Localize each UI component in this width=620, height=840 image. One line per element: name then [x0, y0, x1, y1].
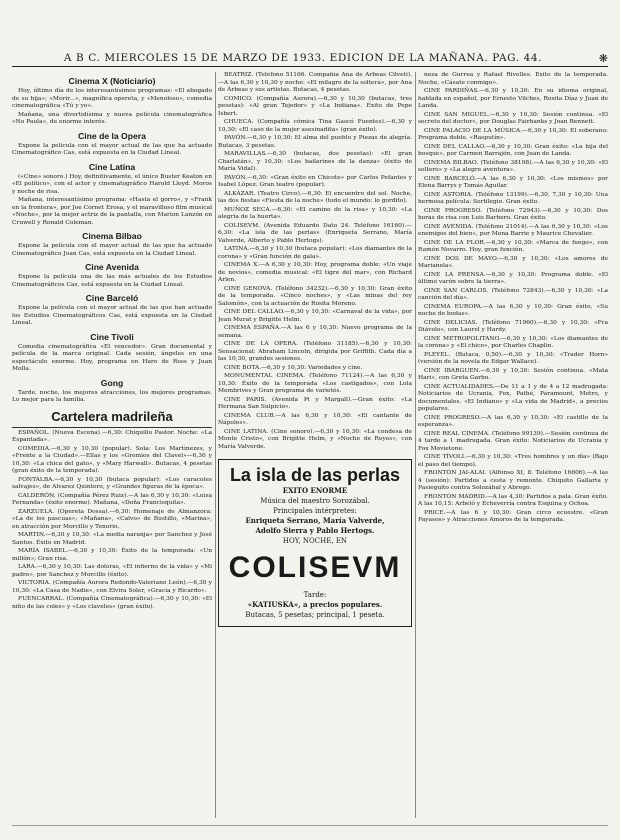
page-footer-rule	[12, 825, 608, 834]
listing-paragraph: ESPAÑOL. (Nueva Escena).—6,30: Chiquillo Pastor. Noche: «La Espantada».	[12, 429, 212, 443]
advertisement-box	[218, 459, 412, 627]
section-title: Cine de la Opera	[78, 130, 146, 141]
listing-paragraph: Tarde, noche, los mejores atracciones, los mejores programas. Lo mejor para la familia.	[12, 389, 212, 403]
ad-headline: La isla de las perlas	[229, 465, 401, 485]
listing-paragraph: CINE DE LA OPERA. (Teléfono 31185).—6,30 y 10,30: Sensacional: Abraham Lincoln, dirigida por Griffith. Cada día a las 10,30, grandes sesiones.	[218, 341, 412, 362]
listing-paragraph: BEATRIZ. (Teléfono 51166. Compañía Ana de Árbeas Cilveti).—A las 6,30 y 10,30 y noche: «El milagro de la soltera», por Ana de Árbeas y sus artistas. Butacas, 4 pesetas.	[218, 72, 412, 93]
listing-paragraph: MARTIN.—6,30 y 10,30: «La media naranja» por Sanchez y José Santos. Éxito en Madrid.	[12, 532, 212, 546]
listing-paragraph: PRICE.—A las 6 y 10,30: Gran circo ecuestre. «Gran Payasos» y Atracciones Amoros de la temporada.	[418, 509, 608, 523]
column-left	[12, 72, 212, 818]
listing-paragraph: CINE AVENIDA. (Teléfono 21014).—A las 6,30 y 10,30: «Los enemigos del bien», por Mona Barrie y Maurice Chevalier.	[418, 223, 608, 237]
listing-paragraph: CINE IBARGUEN.—6,30 y 10,30: Sesión continua. «Mata Hari», con Greta Garbo.	[418, 367, 608, 381]
listing-paragraph: CINE LATINA. (Cine sonoro).—6,30 y 10,30: «La condesa de Monte Cristo», con Brigitte Helm, y «Noche de Reyes», con María Valverde.	[218, 428, 412, 450]
ad-text: Principales intérpretes:	[273, 507, 357, 515]
column-divider	[215, 72, 216, 818]
listing-paragraph: CINEMA ESPAÑA.—A las 6 y 10,30: Nuevo programa de la semana.	[218, 325, 412, 339]
listing-paragraph: Expone la película una de las más actuales de los Estudios Cinematográficos Cas, está expuesta en la Ciudad Lineal.	[12, 274, 212, 288]
listing-paragraph: Mañana, interesantísimo programa: «Hasta el gorro», y «Frank en la frontera», por Joe Cornet Erosa, y el maravilloso film musical «Noche», por la mejor actriz de la pantalla, con Marion Lanzón en Cruwell y Ronald Coleman.	[12, 197, 212, 226]
ad-text: Butacas, 5 pesetas; principal, 1 peseta.	[245, 611, 385, 619]
listing-paragraph: CINEMA X.—A 6,30 y 10,30: Hoy, programa doble: «Un viaje de novios», comedia musical: «El tigre del mar», con Richard Arlen.	[218, 262, 412, 283]
listing-paragraph: CHUECA. (Compañía cómica Tina Gascó Fuentes).—6,30 y 10,30: «El caso de la mujer asesinadita» (gran éxito).	[218, 119, 412, 133]
column-divider	[415, 72, 416, 818]
listing-paragraph: Expone la película con el mayor actual de las que han actuado los Estudios Cinematográficos Cas, está expuesta en la Ciudad Lineal.	[12, 305, 212, 326]
listing-paragraph: Hoy, último día de los interesantísimos programas: «El abogado de su hija»; «Morir...», magnífica opereta, y «Menoloso», comedia cinematográfica «Tú y yo».	[12, 88, 212, 109]
ad-text: Enriqueta Serrano, María Valverde,	[245, 516, 385, 525]
listing-paragraph: COMICO. (Compañía Aurora).—6,30 y 10,30 (butacas, tres pesetas): «Al gran Tejedor» y «La Indiana». Éxito de Pepe Isbert.	[218, 95, 412, 117]
listing-paragraph: CINE GENOVA. (Teléfono 34232).—6,30 y 10,30: Gran éxito de la temporada. «Cinco noches», y «Las minas del rey Salomón», con la actuación de Rosita Moreno.	[218, 285, 412, 307]
listing-paragraph: CINE SAN MIGUEL.—6,30 y 10,30: Sesión continua. «El secreto del doctor», por Douglas Fairbanks y Joan Bennett.	[418, 111, 608, 125]
listing-paragraph: ALKÁZAR. (Teatro Circo).—6,30: El encuentro del sol. Noche, las dos fiestas «Fiesta de la noche» (todo el mundo: lo gordito).	[218, 190, 412, 204]
column-right	[418, 72, 608, 818]
listing-paragraph: Mañana, una divertidísima y nueva película cinematográfica «No Paula», de enorme interés.	[12, 111, 212, 125]
ad-text: «KATIUSKA», a precios populares.	[247, 600, 383, 609]
listing-paragraph: CINE DOS DE MAYO.—6,30 y 10,30: «Los amores de Marianela».	[418, 255, 608, 269]
listing-paragraph: CINE SAN CARLOS. (Teléfono 72843).—6,30 y 10,30: «La canción del día».	[418, 287, 608, 301]
listing-paragraph: CINE DE LA FLOR.—6,30 y 10,30: «Marca de fuego», con Ramón Novarro. Hoy, gran función.	[418, 239, 608, 253]
listing-paragraph: CINE PARDIÑAS.—6,30 y 10,30: En su idioma original, hablada en español, por Ernesto Vilches, Rosita Díaz y Juan de Landa.	[418, 88, 608, 109]
listing-paragraph: CINE BARCELÓ.—A las 6,30 y 10,30: «Los mismos» por Elena Barrys y Tomás Aguilar.	[418, 175, 608, 189]
section-title: Cine Tívoli	[90, 331, 134, 342]
listing-paragraph: CINE LA PRENSA.—6,30 y 10,30: Programa doble. «El último varón sobre la tierra».	[418, 271, 608, 285]
page-header: A B C. MIERCOLES 15 DE MARZO DE 1933. EDICION DE LA MAÑANA. PAG. 44.	[63, 52, 543, 64]
listing-paragraph: CINE ACTUALIDADES.—De 11 a 1 y de 4 a 12 madrugada: Noticiarios de Ucrania, Fox, Pathé, Paramount, Metro, y documentales. «El Indiano» y «La vida de Madrid», a precios populares.	[418, 383, 608, 412]
listing-paragraph: CINE PROGRESO. (Teléfono 72943).—6,30 y 10,30: Dos horas de risa con Luis Barbero. Gran éxito.	[418, 207, 608, 221]
listing-paragraph: Expone la película con el mayor actual de las que ha actuado Cinematográfico Joan Cas, está expuesta en la Ciudad Lineal.	[12, 243, 212, 257]
section-title: Cinema X (Noticiario)	[68, 76, 156, 86]
section-title: Cine Latina	[88, 161, 136, 172]
listing-paragraph: CINEMA EUROPA.—A las 6,30 y 10,30: Gran éxito, «Su noche de bodas».	[418, 303, 608, 317]
section-title: Cinema Bilbao	[82, 231, 142, 241]
section-title: Cine Barceló	[85, 293, 139, 303]
listing-paragraph: FONTALBA.—6,30 y 10,30 (butaca popular): «Los caracoles salvajes», de Alvarez Quintero, y «Grandes figuras de la época».	[12, 476, 212, 490]
listing-paragraph: CINE REAL CINEMA. (Teléfono 99139).—Sesión continua de 4 tarde a 1 madrugada. Gran éxito: Noticiarios de Ucrania y Fox Movietone.	[418, 430, 608, 452]
ad-theatre-name: COLISEVM	[228, 551, 402, 584]
listing-paragraph: PLEYEL. (Butaca, 0,50).—6,30 y 10,30: «Trader Horn» (versión de la novela de Edgar Wallace).	[418, 351, 608, 365]
listing-paragraph: CINE PARIS. (Avenida Pi y Margall).—Gran éxito: «La Hermana San Sulpicio».	[218, 396, 412, 410]
listing-paragraph: Expone la película con el mayor actual de las que ha actuado Cinematográfico Cas, está expuesta en la Ciudad Lineal.	[12, 142, 212, 156]
listing-paragraph: FRONTÓN JAI-ALAI. (Alfonso XI, 8. Teléfono 16606).—A las 4 (sesión): Partidos a cesta y remonte. Chiquito Gallarta y Pasieguito contra Solozábal y Abrego.	[418, 470, 608, 491]
listing-paragraph: CINE PROGRESO.—A las 6,30 y 10,30: «El castillo de la esperanza».	[418, 414, 608, 428]
listing-paragraph: CINE BOTA.—6,30 y 10,30: Variedades y cine.	[224, 364, 363, 371]
listing-paragraph: PAVÓN.—6,30: «Gran éxito en Chicote» por Carlos Pefantes y Isabel López. Gran teatro (popular).	[218, 174, 412, 188]
masthead	[12, 50, 608, 67]
ad-text: EXITO ENORME	[282, 486, 348, 495]
section-title: Cine Avenida	[85, 262, 139, 272]
listing-paragraph: COMEDIA.—6,30 y 10,30 (popular). Sola: Los Martinezes, y «Frente a la Ciudad».—Ellas y los «Gremios del Clavel»—6,30 y 10,30: «La chica del gato», y «Mary Harwall». Butacas, 4 pesetas (gran éxito de la temporada).	[12, 445, 212, 474]
listing-paragraph: CINE TÍVOLI.—6,30 y 10,30: «Tres hombres y un día» (Bajo el paso del tiempo).	[418, 454, 608, 468]
listing-paragraph: neza de Gurrea y Rafael Rivelles. Éxito de la temporada. Noche, «Cásate conmigo».	[418, 72, 608, 86]
listing-paragraph: MUÑOZ SECA.—6,30: «El camino de la risa» y 10,30: «La alegría de la huerta».	[218, 206, 412, 220]
listing-paragraph: CINEMA CLUB.—A las 6,30 y 10,30: «El cantante de Nápoles».	[218, 412, 412, 426]
listing-paragraph: ZARZUELA. (Opereta Dossa).—6,30: Homenaje de Almanzora: «La de los pascuas»; «Mañana», «Calvo» de Bustillo, «Marina», en atracción por Morcillo y Tenorio.	[12, 508, 212, 530]
ad-text: Música del maestro Sorozábal.	[260, 497, 370, 505]
listing-paragraph: MARÍA ISABEL.—6,30 y 10,30: Éxito de la temporada: «Un millón»; Gran risa.	[12, 548, 212, 562]
listing-paragraph: COLISEVM. (Avenida Eduardo Dato 24. Teléfono 16160).—6,30: «La isla de las perlas» (Enriqueta Serrano, María Valverde, Alberto y Pablo Hertogs).	[218, 222, 412, 244]
listing-paragraph: CINE DELICIAS. (Teléfono 71960).—6,30 y 10,30: «Fra Diávolo», con Laurel y Hardy.	[418, 319, 608, 333]
listing-paragraph: Comedia cinematográfica «El vencedor». Gran documental y película de la marca original. Cada sesión, ángeles en una espectáculo enorme. Hoy, programa en Haro de Ross y Juan Molla.	[12, 343, 212, 372]
listing-paragraph: LATINA.—6,30 y 10,30 (butaca popular): «Los diamantes de la corona» y «Gran función de gala».	[218, 246, 412, 260]
listing-paragraph: FUENCARRAL. (Compañía Cinematográfica).—6,30 y 10,30: «El niño de las coles» y «Los claveles» (gran éxito).	[12, 596, 212, 610]
ad-text: Tarde:	[303, 591, 327, 599]
listing-paragraph: CINE ASTORIA. (Teléfono 13199).—6,30, 7,30 y 10,30: Una hermosa película: Sortilegio. Gran éxito.	[418, 191, 608, 205]
listing-paragraph: MARAVILLAS.—6,30 (butacas, dos pesetas): «El gran Charlatán», y 10,30: «Los bailarines de la danza» (éxito de María Vidal).	[218, 151, 412, 172]
ornament-icon: ❋	[598, 51, 608, 65]
listing-paragraph: CINE METROPOLITANO.—6,30 y 10,30: «Los diamantes de la corona» y «El chico», por Charles Chaplin.	[418, 335, 608, 349]
listing-paragraph: CINE PALACIO DE LA MÚSICA.—6,30 y 10,30: El soberano: Programa doble. «Rasputín».	[418, 127, 608, 141]
column-middle	[218, 72, 412, 818]
listing-paragraph: CINE DEL CALLAO.—6,30 y 10,30: Gran éxito: «La hija del bosque», por Carmen Barrajón, con Juan de Landa.	[418, 143, 608, 157]
cartelera-title: Cartelera madrileña	[12, 409, 212, 428]
section-title: Gong	[100, 377, 124, 388]
ad-text: HOY, NOCHE, EN	[282, 537, 348, 545]
listing-paragraph: LARA.—6,30 y 10,30: Las doloras, «El infierno de la vida» y «Mi padre», por Sanchez y Morcillo (éxito).	[12, 564, 212, 578]
listing-paragraph: CALDERÓN. (Compañía Pérez Ruiz).—A las 6,30 y 10,30: «Luisa Fernanda» (éxito enorme). Mañana, «Doña Francisquita».	[12, 492, 212, 506]
listing-paragraph: MONUMENTAL CINEMA. (Teléfono 71124).—A las 6,30 y 10,30: Éxito de la temporada «Los castigados», con Lola Membrives y Gran programa de varietés.	[218, 373, 412, 394]
listing-paragraph: VICTORIA. (Compañía Aurora Redondo-Valeriano León).—6,30 y 10,30: «La Casa de Nadie», con Elvira Soler, «Gracia y Ricardo».	[12, 580, 212, 594]
listing-paragraph: CINEMA BILBAO. (Teléfono 38198).—A las 6,30 y 10,30: «El soltero» y «La alegre aventura».	[418, 159, 608, 173]
listing-paragraph: («Cine» sonoro.) Hoy, definitivamente, el único Buster Keaton en «El político», con el actor y cinematográfico Harold Lloyd. Moros y noche de risa.	[12, 173, 212, 195]
ad-text: Adolfo Sierra y Pablo Hertogs.	[255, 526, 375, 535]
listing-paragraph: PAVÓN.—6,30 y 10,30: El alma del pueblo y Piezas de alegría. Butacas, 3 pesetas.	[218, 135, 412, 149]
listing-paragraph: CINE DEL CALLAO.—6,30 y 10,30: «Carnaval de la vida», por Jean Murat y Brigitte Helm.	[218, 309, 412, 323]
listing-paragraph: FRONTÓN MADRID.—A las 4,30: Partidos a pala. Gran éxito. A las 10,15: Arbeló y Echeverría contra Esquina y Ochoa.	[418, 493, 608, 507]
